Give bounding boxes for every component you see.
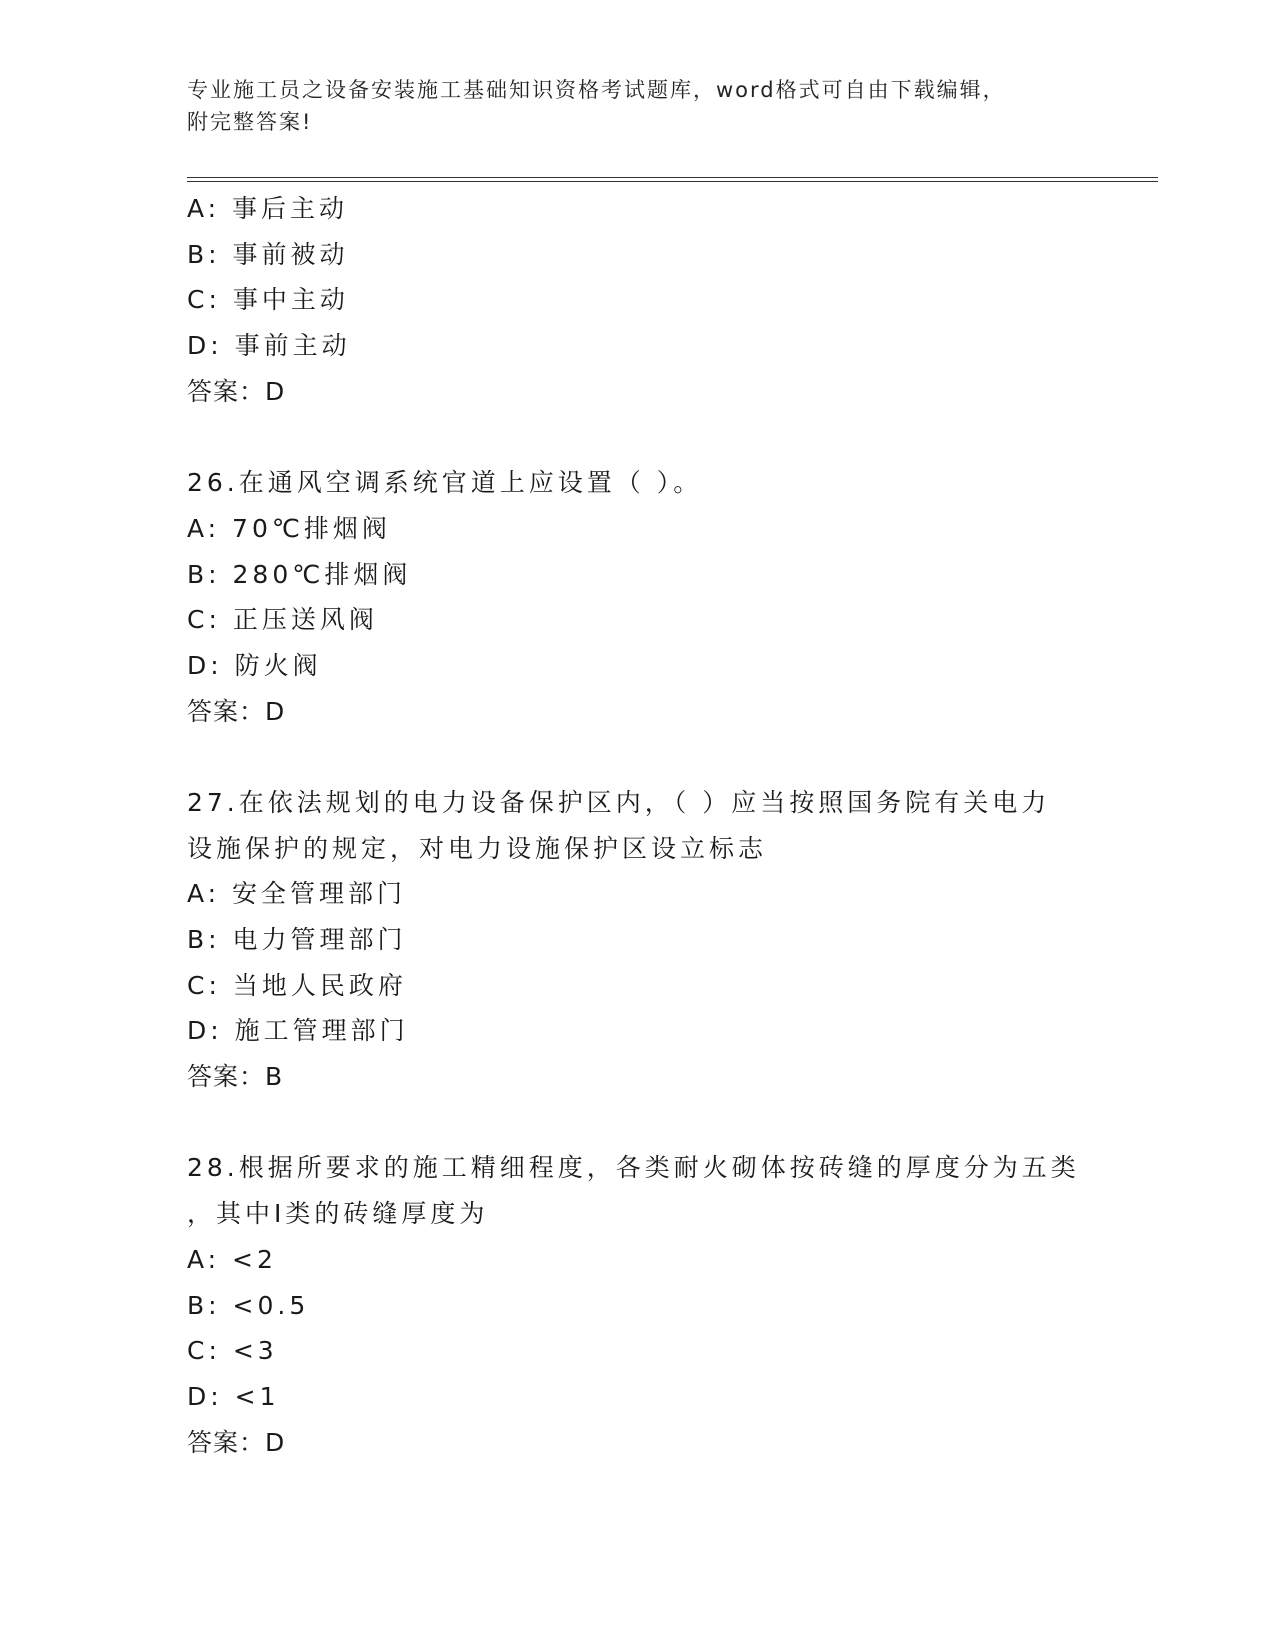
- question-stem-line-2: ，其中Ⅰ类的砖缝厚度为: [187, 1199, 489, 1229]
- question-stem-line-2: 设施保护的规定，对电力设施保护区设立标志: [187, 833, 768, 863]
- option-a: A: 事后主动: [187, 194, 349, 223]
- option-c: C: 事中主动: [187, 285, 349, 315]
- spacer: [187, 414, 1087, 460]
- spacer: [187, 1100, 1087, 1146]
- question-25: [187, 186, 1087, 414]
- option-a: A: <2: [187, 1244, 277, 1274]
- option-c: C: 正压送风阀: [187, 605, 378, 635]
- option-d: D: 事前主动: [187, 331, 351, 361]
- option-b: B: <0.5: [187, 1290, 310, 1320]
- option-d: D: 防火阀: [187, 650, 322, 680]
- header-title-line-2: 附完整答案!: [187, 110, 313, 134]
- spacer: [187, 734, 1087, 780]
- question-stem-line-1: 27.在依法规划的电力设备保护区内，（ ）应当按照国务院有关电力: [187, 787, 1051, 817]
- question-26: [187, 460, 1087, 734]
- option-a: A: 安全管理部门: [187, 879, 407, 909]
- page-header: [187, 74, 1087, 138]
- answer-line: 答案：D: [187, 376, 286, 406]
- option-a: A: 70℃排烟阀: [187, 513, 391, 543]
- question-stem-line-1: 28.根据所要求的施工精细程度，各类耐火砌体按砖缝的厚度分为五类: [187, 1153, 1080, 1183]
- answer-line: 答案：D: [187, 1427, 286, 1457]
- option-b: B: 电力管理部门: [187, 925, 407, 954]
- question-28: [187, 1145, 1087, 1465]
- answer-line: 答案：D: [187, 696, 286, 726]
- question-27: [187, 780, 1087, 1100]
- option-b: B: 事前被动: [187, 239, 349, 269]
- header-title-line-1: 专业施工员之设备安装施工基础知识资格考试题库，word格式可自由下载编辑，: [187, 78, 1006, 102]
- question-stem: 26.在通风空调系统官道上应设置（ ）。: [187, 468, 703, 498]
- answer-line: 答案：B: [187, 1062, 284, 1092]
- option-d: D: 施工管理部门: [187, 1016, 409, 1046]
- option-d: D: <1: [187, 1381, 280, 1411]
- option-b: B: 280℃排烟阀: [187, 559, 412, 589]
- header-double-rule: [187, 177, 1158, 182]
- question-list: [187, 186, 1087, 1465]
- option-c: C: <3: [187, 1336, 278, 1366]
- option-c: C: 当地人民政府: [187, 970, 407, 1000]
